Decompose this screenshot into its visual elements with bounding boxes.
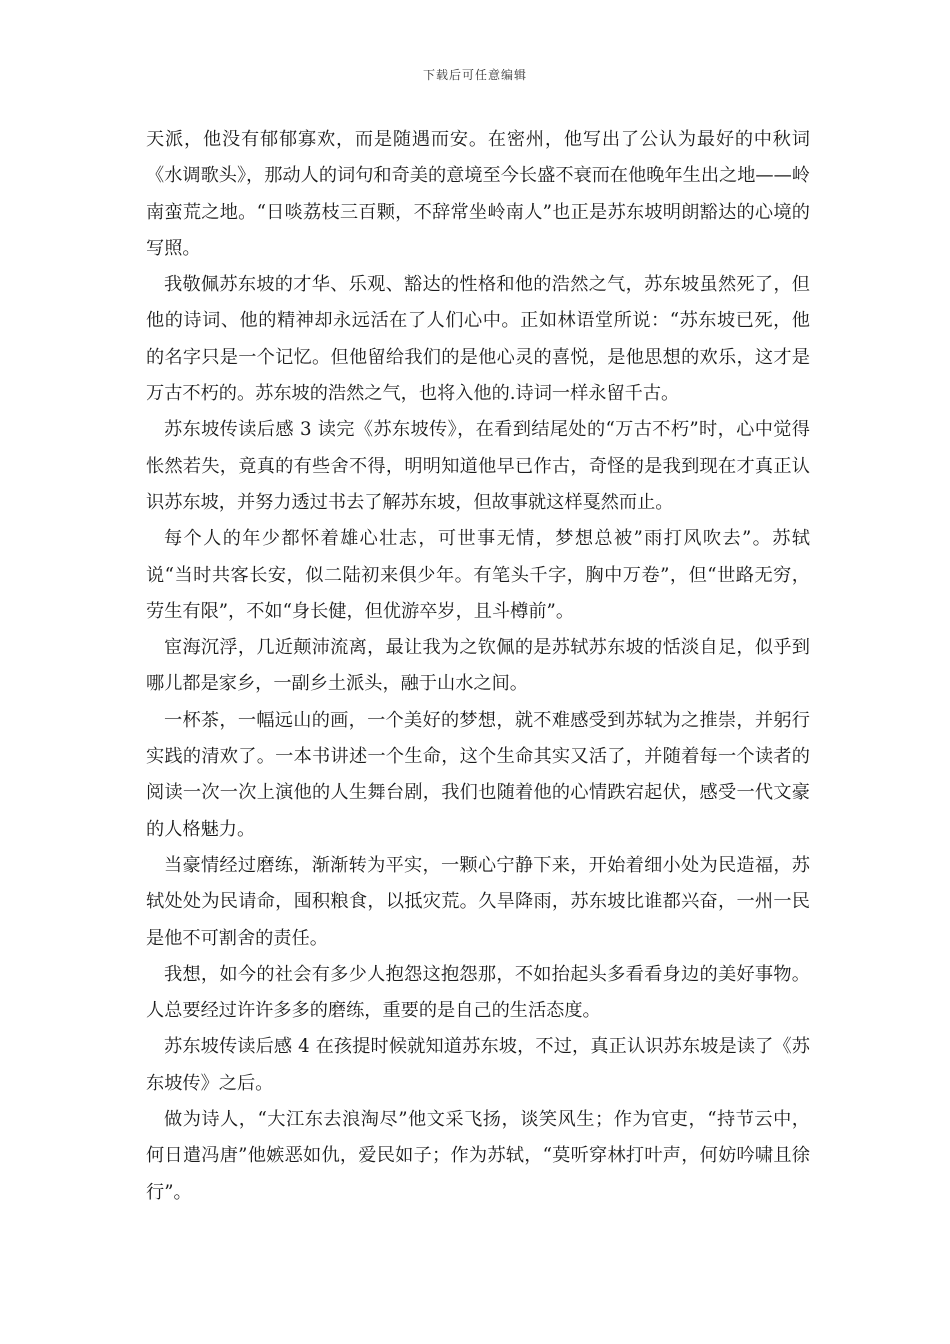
paragraph-2: 我敬佩苏东坡的才华、乐观、豁达的性格和他的浩然之气，苏东坡虽然死了，但他的诗词、他的精神却永远活在了人们心中。正如林语堂所说：“苏东坡已死，他的名字只是一个记忆。但他留给我们的是他心灵的喜悦，是他思想的欢乐，这才是万古不朽的。苏东坡的浩然之气，也将入他的.诗词一样永留千古。 <box>146 274 810 405</box>
paragraph-5: 宦海沉浮，几近颠沛流离，最让我为之钦佩的是苏轼苏东坡的恬淡自足，似乎到哪儿都是家乡，一副乡土派头，融于山水之间。 <box>146 637 810 695</box>
page-header: 下载后可任意编辑 <box>422 68 527 82</box>
document-body <box>146 122 810 1211</box>
paragraph-3: 苏东坡传读后感 3 读完《苏东坡传》，在看到结尾处的“万古不朽”时，心中觉得怅然若失，竟真的有些舍不得，明明知道他早已作古，奇怪的是我到现在才真正认识苏东坡，并努力透过书去了解苏东坡，但故事就这样戛然而止。 <box>146 419 810 513</box>
paragraph-1: 天派，他没有郁郁寡欢，而是随遇而安。在密州，他写出了公认为最好的中秋词《水调歌头》，那动人的词句和奇美的意境至今长盛不衰而在他晚年生出之地——岭南蛮荒之地。“日啖荔枝三百颗，不辞常坐岭南人”也正是苏东坡明朗豁达的心境的写照。 <box>146 129 810 259</box>
paragraph-8: 我想，如今的社会有多少人抱怨这抱怨那，不如抬起头多看看身边的美好事物。人总要经过许许多多的磨练，重要的是自己的生活态度。 <box>146 963 810 1022</box>
paragraph-4: 每个人的年少都怀着雄心壮志，可世事无情，梦想总被”雨打风吹去”。苏轼说“当时共客长安，似二陆初来俱少年。有笔头千字，胸中万卷”，但“世路无穷，劳生有限”，不如“身长健，但优游卒岁，且斗樽前”。 <box>146 528 810 622</box>
paragraph-6: 一杯茶，一幅远山的画，一个美好的梦想，就不难感受到苏轼为之推崇，并躬行实践的清欢了。一本书讲述一个生命，这个生命其实又活了，并随着每一个读者的阅读一次一次上演他的人生舞台剧，我们也随着他的心情跌宕起伏，感受一代文豪的人格魅力。 <box>146 709 810 840</box>
paragraph-9: 苏东坡传读后感 4 在孩提时候就知道苏东坡，不过，真正认识苏东坡是读了《苏东坡传》之后。 <box>146 1036 810 1094</box>
paragraph-10: 做为诗人，“大江东去浪淘尽”他文采飞扬，谈笑风生；作为官吏，“持节云中，何日遣冯唐”他嫉恶如仇，爱民如子；作为苏轼，“莫听穿林打叶声，何妨吟啸且徐行”。 <box>146 1109 810 1203</box>
paragraph-7: 当豪情经过磨练，渐渐转为平实，一颗心宁静下来，开始着细小处为民造福，苏轼处处为民请命，囤积粮食，以抵灾荒。久旱降雨，苏东坡比谁都兴奋，一州一民是他不可割舍的责任。 <box>146 854 810 949</box>
